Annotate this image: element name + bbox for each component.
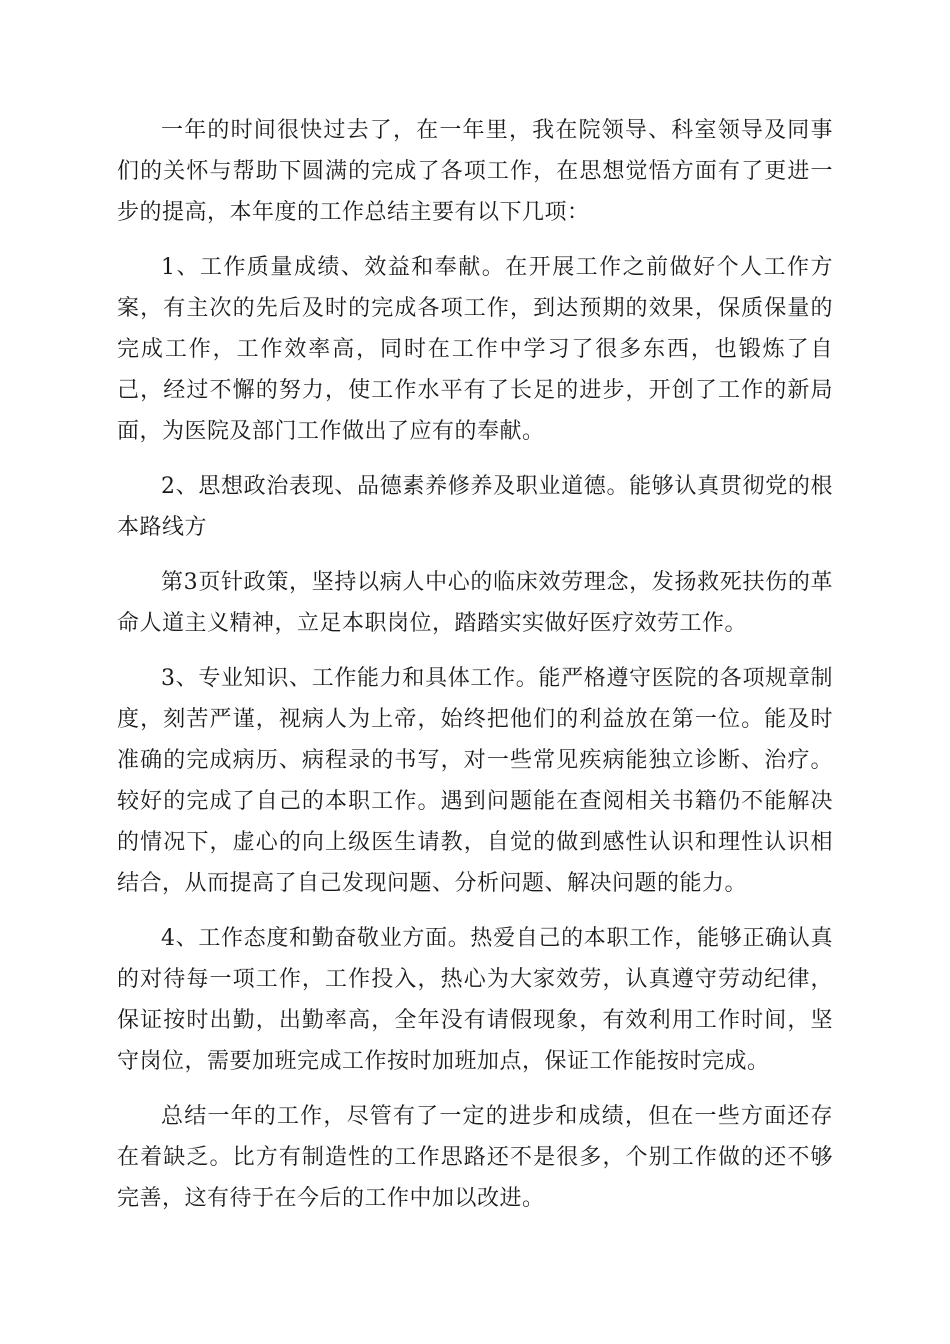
section-3-paragraph: 3、专业知识、工作能力和具体工作。能严格遵守医院的各项规章制度，刻苦严谨，视病人为上帝，始终把他们的利益放在第一位。能及时准确的完成病历、病程录的书写，对一些常见疾病能独立诊断、治疗。较好的完成了自己的本职工作。遇到问题能在查阅相关书籍仍不能解决的情况下，虚心的向上级医生请教，自觉的做到感性认识和理性认识相结合，从而提高了自己发现问题、分析问题、解决问题的能力。 — [117, 666, 833, 896]
summary-paragraph: 总结一年的工作，尽管有了一定的进步和成绩，但在一些方面还存在着缺乏。比方有制造性的工作思路还不是很多，个别工作做的还不够完善，这有待于在今后的工作中加以改进。 — [117, 1104, 833, 1211]
section-1-paragraph: 1、工作质量成绩、效益和奉献。在开展工作之前做好个人工作方案，有主次的先后及时的完成各项工作，到达预期的效果，保质保量的完成工作，工作效率高，同时在工作中学习了很多东西，也锻炼了自己，经过不懈的努力，使工作水平有了长足的进步，开创了工作的新局面，为医院及部门工作做出了应有的奉献。 — [117, 255, 833, 444]
section-2-continuation-paragraph: 第3页针政策，坚持以病人中心的临床效劳理念，发扬救死扶伤的革命人道主义精神，立足本职岗位，踏踏实实做好医疗效劳工作。 — [117, 570, 833, 636]
section-2-paragraph: 2、思想政治表现、品德素养修养及职业道德。能够认真贯彻党的根本路线方 — [117, 474, 833, 540]
section-4-paragraph: 4、工作态度和勤奋敬业方面。热爱自己的本职工作，能够正确认真的对待每一项工作，工作投入，热心为大家效劳，认真遵守劳动纪律，保证按时出勤，出勤率高，全年没有请假现象，有效利用工作时间，坚守岗位，需要加班完成工作按时加班加点，保证工作能按时完成。 — [117, 926, 833, 1074]
document-page — [117, 110, 833, 1233]
intro-paragraph: 一年的时间很快过去了，在一年里，我在院领导、科室领导及同事们的关怀与帮助下圆满的完成了各项工作，在思想觉悟方面有了更进一步的提高，本年度的工作总结主要有以下几项： — [117, 118, 833, 225]
